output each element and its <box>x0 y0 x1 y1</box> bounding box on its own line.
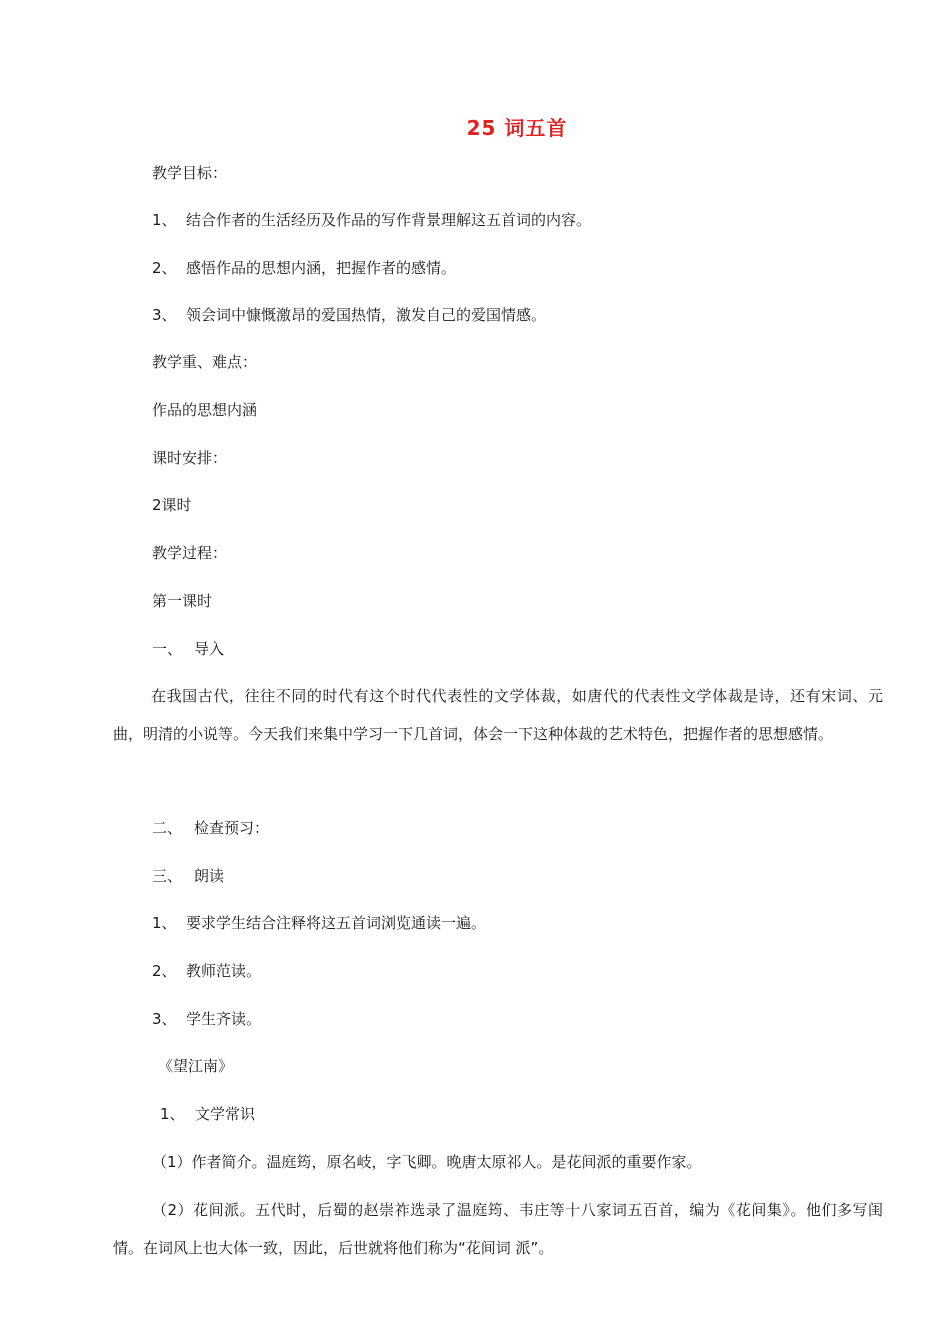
reading-step-text: 学生齐读。 <box>186 1010 262 1028</box>
reading-step-number: 3、 <box>152 1010 177 1028</box>
key-text: 作品的思想内涵 <box>152 401 258 419</box>
reading-step-number: 1、 <box>152 914 177 932</box>
objective-item <box>152 210 591 230</box>
section-text: 导入 <box>194 640 225 658</box>
poem-title: 《望江南》 <box>158 1057 234 1075</box>
objective-item <box>152 258 456 278</box>
section-heading <box>152 639 224 659</box>
page-title: 25 词五首 <box>466 116 568 140</box>
section-text: 朗读 <box>194 867 225 885</box>
reading-step <box>152 961 261 981</box>
objective-text: 领会词中慷慨激昂的爱国热情，激发自己的爱国情感。 <box>186 306 547 324</box>
literary-number: 1、 <box>160 1105 185 1123</box>
section-number: 三、 <box>152 867 183 885</box>
section-heading <box>152 818 269 838</box>
section-number: 一、 <box>152 640 183 658</box>
intro-paragraph: 在我国古代，往往不同的时代有这个时代代表性的文学体裁，如唐代的代表性文学体裁是诗，还有宋词、元曲，明清的小说等。今天我们来集中学习一下几首词，体会一下这种体裁的艺术特色，把握作者的思想感情。 <box>113 687 883 743</box>
objective-number: 1、 <box>152 211 177 229</box>
objective-text: 结合作者的生活经历及作品的写作背景理解这五首词的内容。 <box>186 211 592 229</box>
reading-step-text: 教师范读。 <box>186 962 262 980</box>
schedule-text: 2课时 <box>152 496 192 514</box>
section-heading <box>152 866 224 886</box>
note-huajian: （2）花间派。五代时，后蜀的赵崇祚选录了温庭筠、韦庄等十八家词五百首，编为《花间集》。他们多写闺情。在词风上也大体一致，因此，后世就将他们称为“花间词 派”。 <box>113 1201 883 1257</box>
section-number: 二、 <box>152 819 183 837</box>
schedule-heading: 课时安排： <box>152 449 228 467</box>
objective-number: 3、 <box>152 306 177 324</box>
reading-step <box>152 1009 261 1029</box>
literary-heading <box>160 1104 255 1124</box>
objective-number: 2、 <box>152 259 177 277</box>
lesson-one-heading: 第一课时 <box>152 592 213 610</box>
objective-item <box>152 305 546 325</box>
key-heading: 教学重、难点： <box>152 353 258 371</box>
reading-step <box>152 913 486 933</box>
process-heading: 教学过程： <box>152 544 228 562</box>
section-text: 检查预习： <box>194 819 270 837</box>
literary-text: 文学常识 <box>195 1105 256 1123</box>
reading-step-text: 要求学生结合注释将这五首词浏览通读一遍。 <box>186 914 487 932</box>
reading-step-number: 2、 <box>152 962 177 980</box>
objective-text: 感悟作品的思想内涵，把握作者的感情。 <box>186 259 457 277</box>
note-author: （1）作者简介。温庭筠，原名岐，字飞卿。晚唐太原祁人。是花间派的重要作家。 <box>152 1153 702 1171</box>
objectives-heading: 教学目标： <box>152 164 228 182</box>
